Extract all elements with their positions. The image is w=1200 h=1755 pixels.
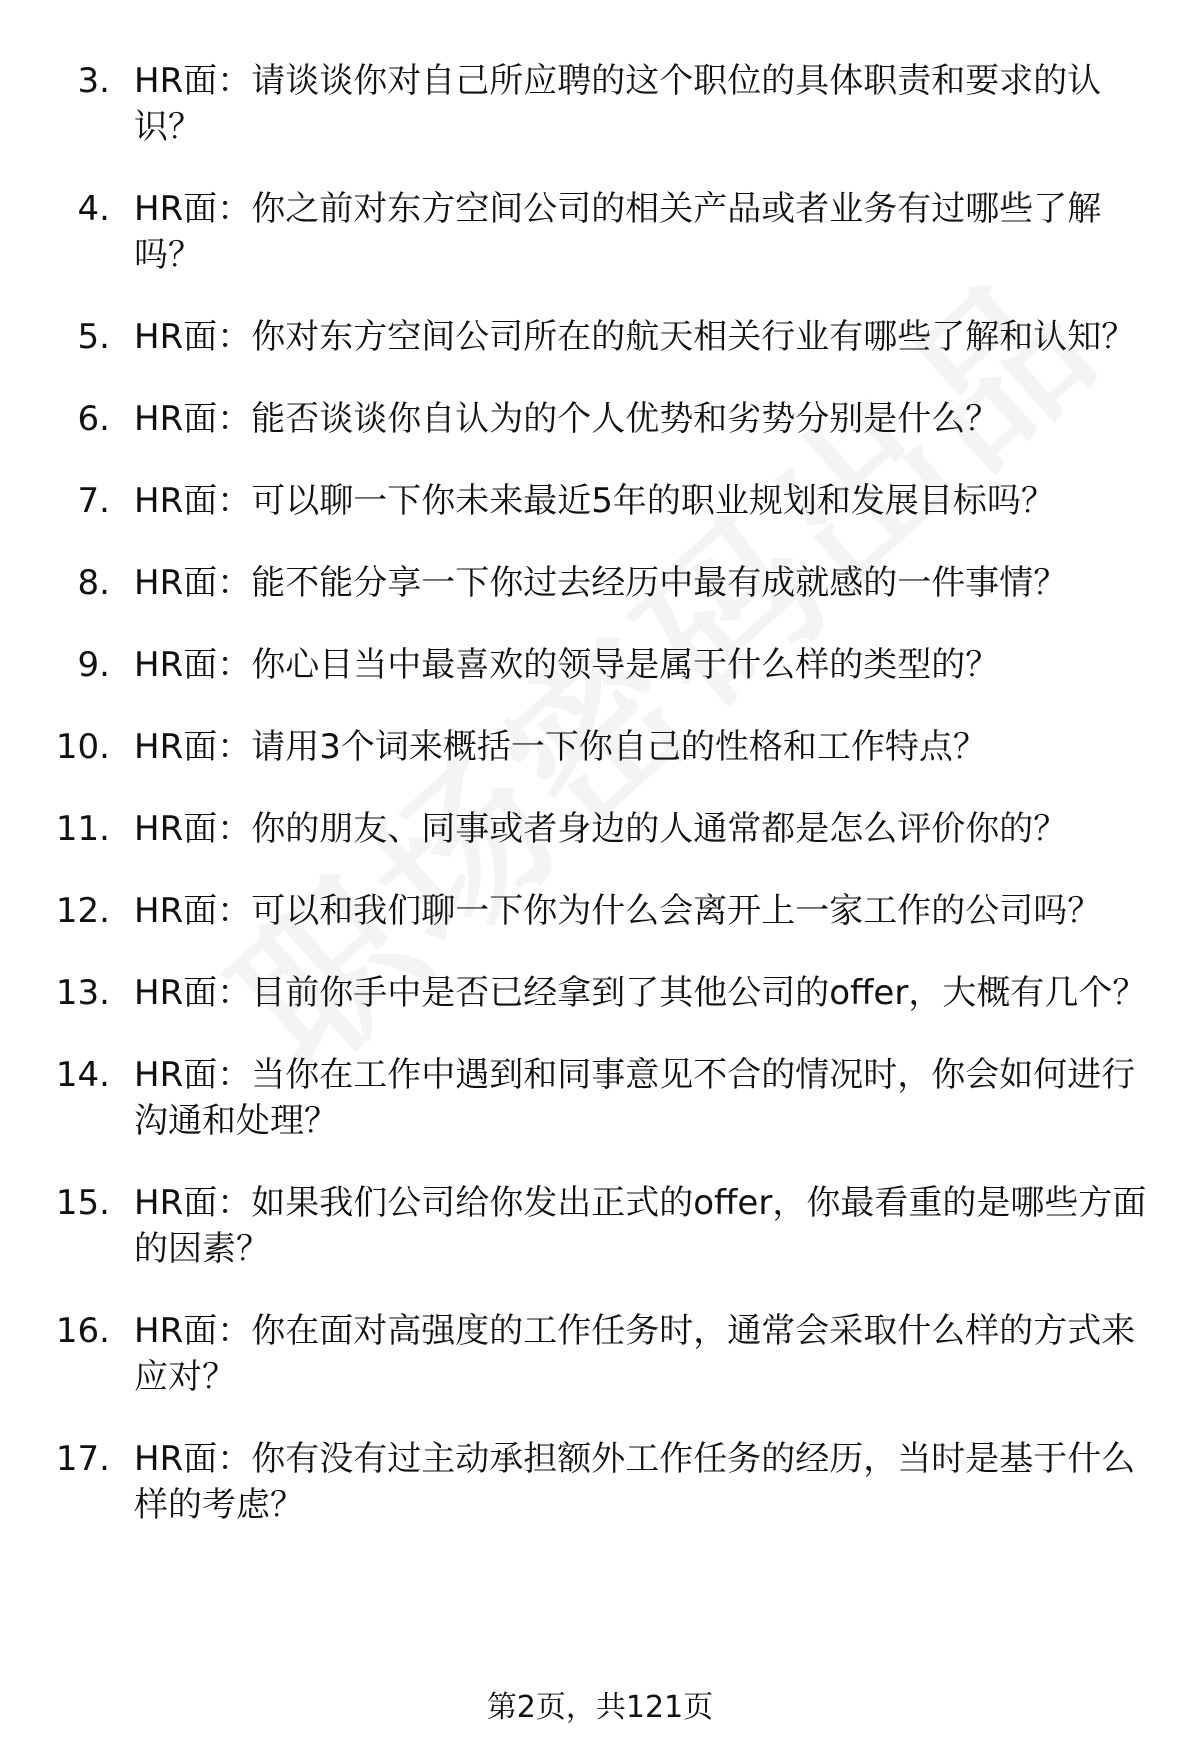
list-item [40,396,1160,442]
item-text [134,1436,1160,1528]
item-text [134,58,1160,150]
list-item [40,1308,1160,1400]
item-text [134,478,1160,524]
item-text [134,314,1160,360]
item-text [134,888,1160,934]
item-text [134,970,1160,1016]
item-number: 4. [77,189,110,229]
list-item [40,724,1160,770]
question-list [40,58,1160,1564]
item-prefix: HR面： [134,727,252,767]
list-item [40,970,1160,1016]
item-text [134,1308,1160,1400]
item-number: 14. [55,1055,110,1095]
item-text [134,186,1160,278]
list-item [40,186,1160,278]
item-question: 如果我们公司给你发出正式的offer，你最看重的是哪些方面的因素？ [134,1183,1147,1269]
list-item [40,1052,1160,1144]
list-item [40,806,1160,852]
item-question: 你对东方空间公司所在的航天相关行业有哪些了解和认知？ [251,317,1136,357]
item-question: 当你在工作中遇到和同事意见不合的情况时，你会如何进行沟通和处理？ [134,1055,1136,1141]
item-prefix: HR面： [134,481,252,521]
item-number: 13. [55,973,110,1013]
item-prefix: HR面： [134,189,252,229]
item-number: 3. [77,61,110,101]
page-footer: 第2页，共121页 [486,1690,714,1725]
item-prefix: HR面： [134,645,252,685]
item-question: 目前你手中是否已经拿到了其他公司的offer，大概有几个？ [251,973,1147,1013]
item-prefix: HR面： [134,1055,252,1095]
item-text [134,1052,1160,1144]
list-item [40,888,1160,934]
item-prefix: HR面： [134,563,252,603]
item-question: 你之前对东方空间公司的相关产品或者业务有过哪些了解吗？ [134,189,1102,275]
item-number: 7. [77,481,110,521]
item-question: 你在面对高强度的工作任务时，通常会采取什么样的方式来应对？ [134,1311,1136,1397]
item-question: 你的朋友、同事或者身边的人通常都是怎么评价你的？ [251,809,1068,849]
list-item [40,314,1160,360]
list-item [40,58,1160,150]
item-prefix: HR面： [134,399,252,439]
item-number: 5. [77,317,110,357]
item-number: 15. [55,1183,110,1223]
item-question: 可以和我们聊一下你为什么会离开上一家工作的公司吗？ [251,891,1102,931]
item-number: 16. [55,1311,110,1351]
item-prefix: HR面： [134,973,252,1013]
item-prefix: HR面： [134,1183,252,1223]
item-prefix: HR面： [134,891,252,931]
item-text [134,396,1160,442]
item-question: 请谈谈你对自己所应聘的这个职位的具体职责和要求的认识？ [134,61,1102,147]
item-prefix: HR面： [134,1439,252,1479]
item-number: 10. [55,727,110,767]
list-item [40,478,1160,524]
item-question: 请用3个词来概括一下你自己的性格和工作特点？ [251,727,987,767]
item-text [134,1180,1160,1272]
item-question: 能不能分享一下你过去经历中最有成就感的一件事情？ [251,563,1068,603]
list-item [40,1180,1160,1272]
item-number: 17. [55,1439,110,1479]
item-question: 你有没有过主动承担额外工作任务的经历，当时是基于什么样的考虑？ [134,1439,1136,1525]
list-item [40,560,1160,606]
item-number: 9. [77,645,110,685]
item-question: 能否谈谈你自认为的个人优势和劣势分别是什么？ [251,399,1000,439]
item-question: 可以聊一下你未来最近5年的职业规划和发展目标吗？ [251,481,1055,521]
item-text [134,724,1160,770]
item-number: 11. [55,809,110,849]
item-prefix: HR面： [134,1311,252,1351]
list-item [40,642,1160,688]
item-text [134,560,1160,606]
item-question: 你心目当中最喜欢的领导是属于什么样的类型的？ [251,645,1000,685]
item-prefix: HR面： [134,317,252,357]
item-prefix: HR面： [134,61,252,101]
item-number: 8. [77,563,110,603]
item-prefix: HR面： [134,809,252,849]
item-number: 12. [55,891,110,931]
list-item [40,1436,1160,1528]
item-text [134,806,1160,852]
item-number: 6. [77,399,110,439]
item-text [134,642,1160,688]
